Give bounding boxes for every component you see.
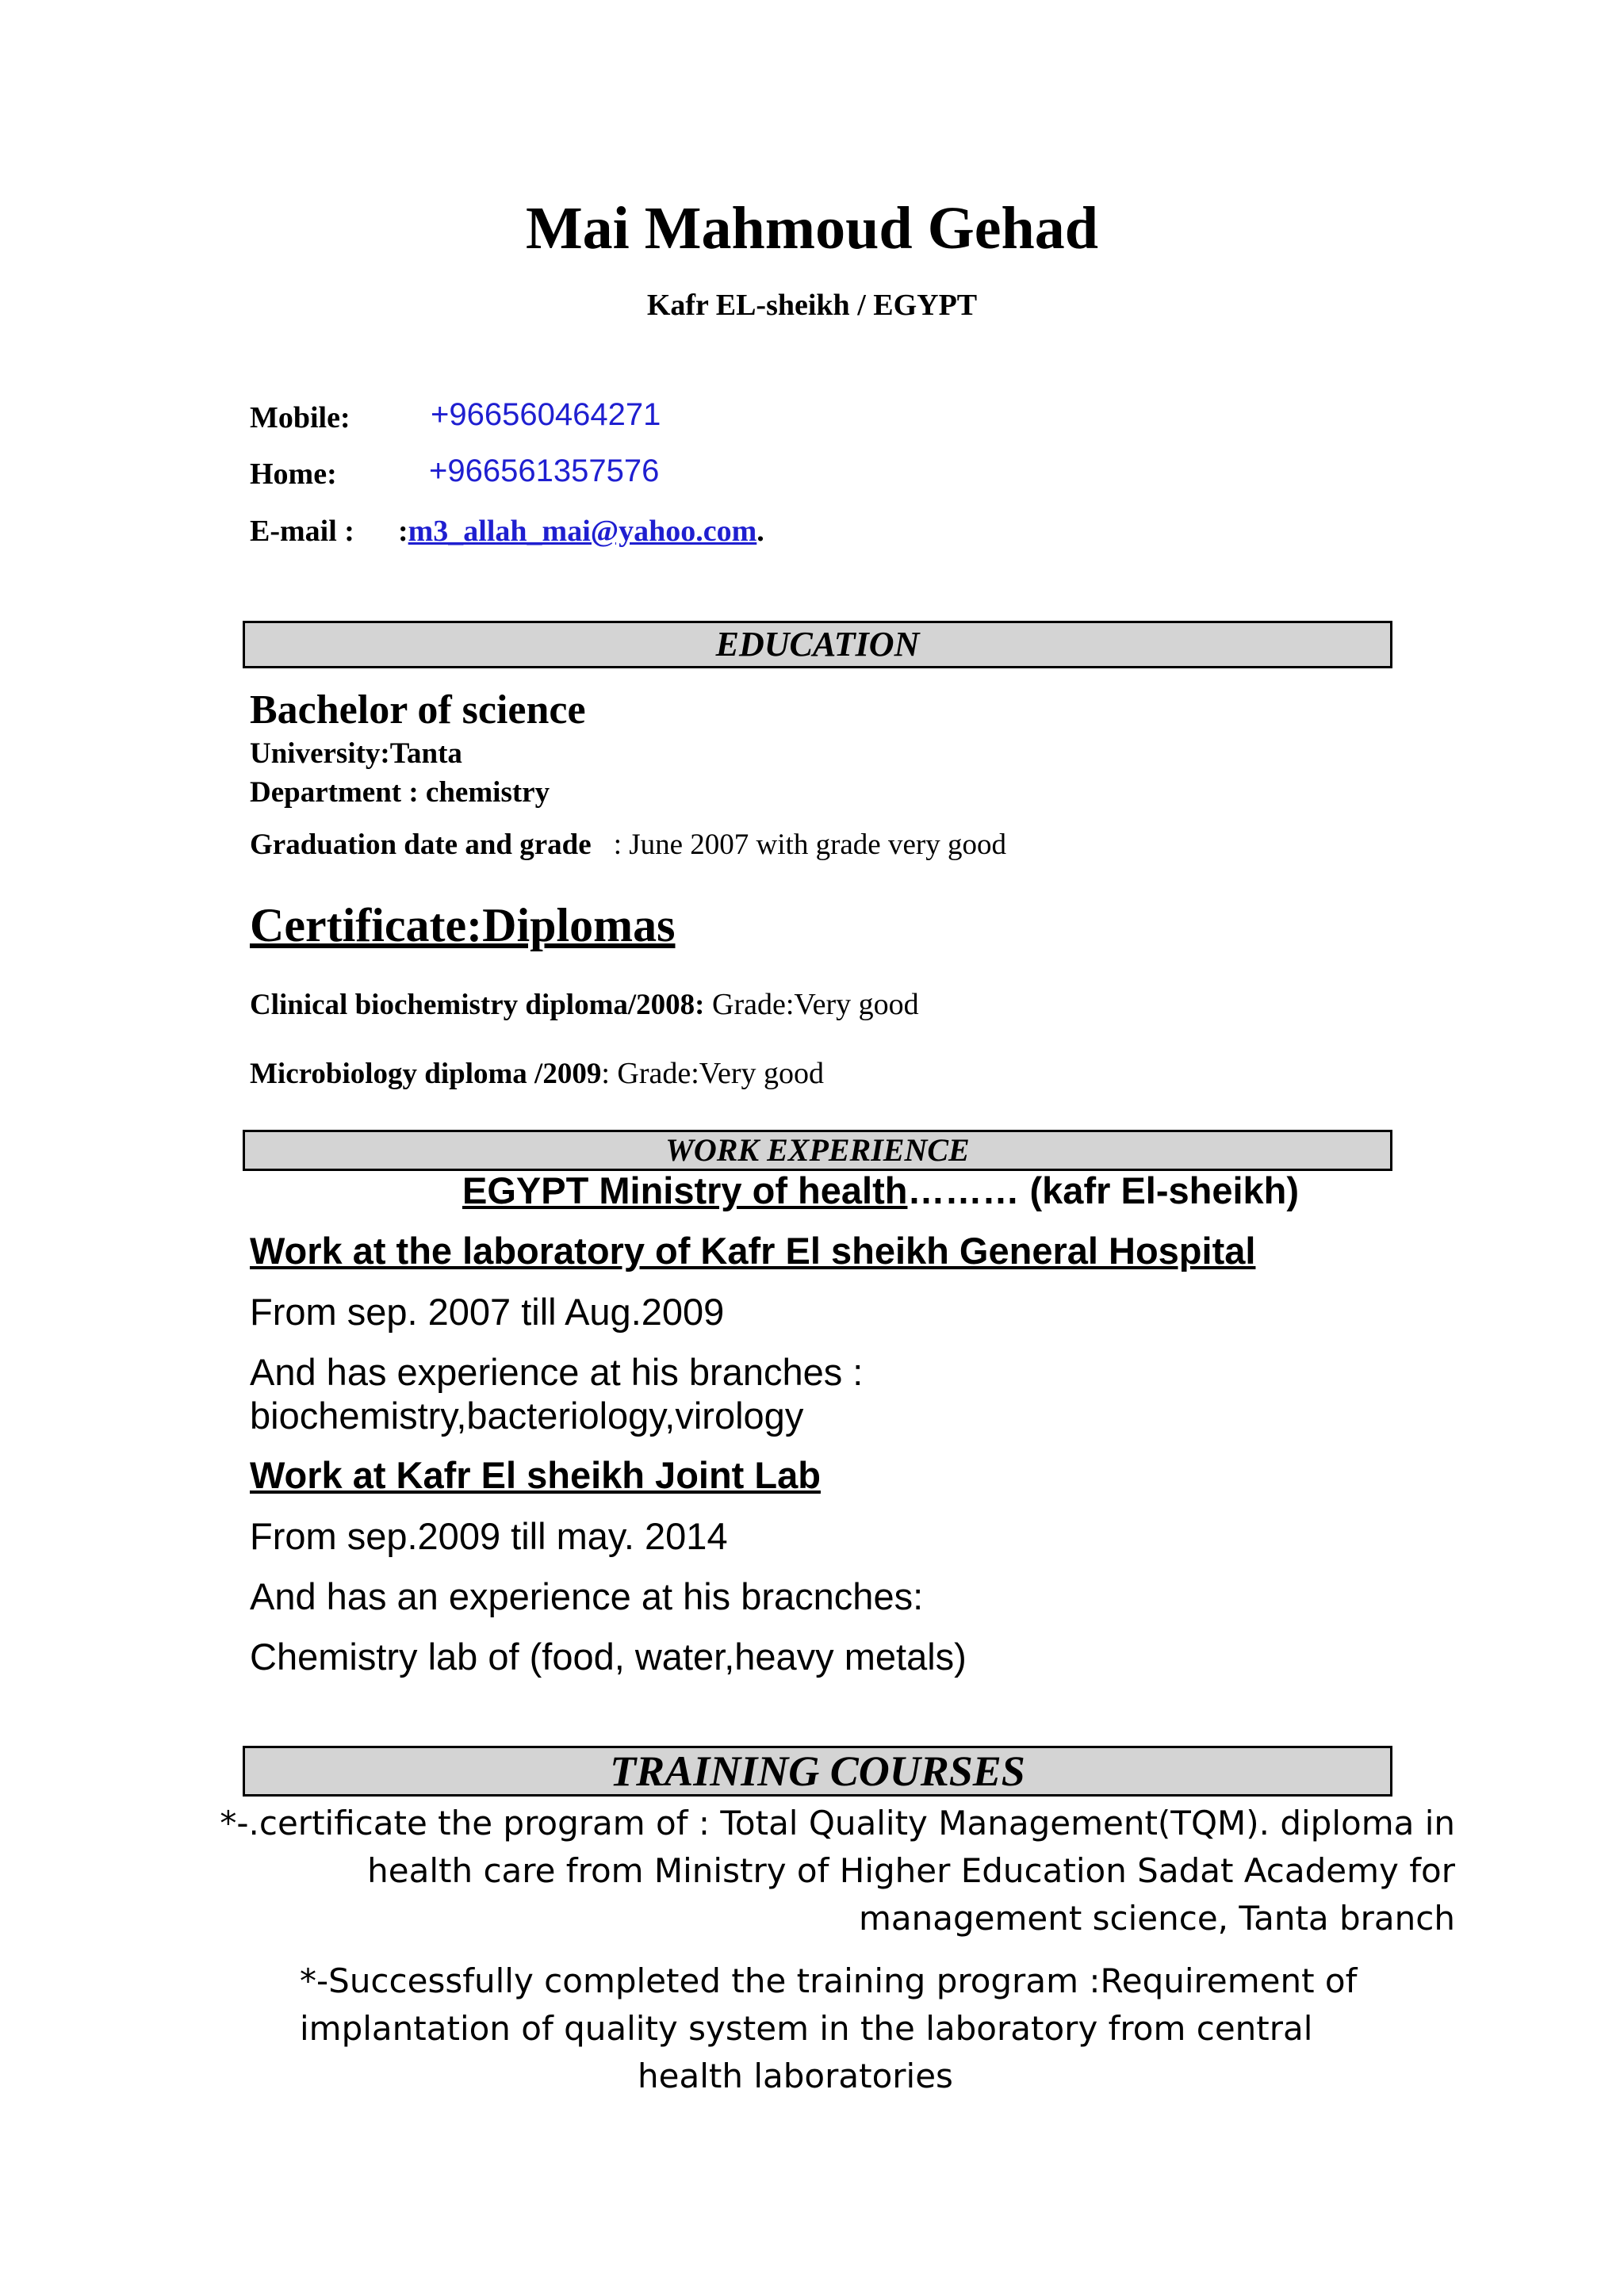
employer-location: ……… (kafr El-sheikh) — [907, 1169, 1300, 1211]
diploma-grade: : Grade:Very good — [601, 1057, 825, 1090]
graduation-value: : June 2007 with grade very good — [613, 828, 1006, 861]
university: University:Tanta — [250, 737, 462, 770]
course-line: management science, Tanta branch — [858, 1899, 1455, 1938]
work-section-title: WORK EXPERIENCE — [665, 1132, 970, 1168]
education-section-header — [243, 621, 1392, 668]
candidate-location: Kafr EL-sheikh / EGYPT — [646, 289, 978, 322]
course-line: health care from Ministry of Higher Education Sadat Academy for — [367, 1851, 1455, 1890]
email-label: E-mail : — [250, 515, 354, 548]
work-section-header — [243, 1130, 1392, 1171]
training-section-header — [243, 1746, 1392, 1797]
course-line: *-Successfully completed the training program :Requirement of — [300, 1961, 1358, 2000]
diploma-grade: Grade:Very good — [704, 988, 919, 1021]
home-number: +966561357576 — [429, 453, 660, 488]
candidate-name: Mai Mahmoud Gehad — [525, 195, 1099, 262]
email-suffix: . — [756, 515, 764, 548]
graduation-label: Graduation date and grade — [250, 828, 592, 861]
certificate-heading: Certificate:Diplomas — [250, 899, 676, 951]
mobile-number: +966560464271 — [431, 397, 661, 432]
job2-description: And has an experience at his bracnches: — [250, 1575, 924, 1617]
training-course-1 — [220, 1800, 1455, 1942]
job2-description: Chemistry lab of (food, water,heavy metals) — [250, 1636, 967, 1678]
email-line — [398, 514, 764, 549]
job1-title: Work at the laboratory of Kafr El sheikh General Hospital — [250, 1230, 1256, 1272]
education-section-title: EDUCATION — [715, 625, 920, 664]
employer-name: EGYPT Ministry of health — [462, 1169, 908, 1211]
mobile-label: Mobile: — [250, 401, 350, 434]
diploma-label: Clinical biochemistry diploma/2008: — [250, 989, 705, 1021]
training-section-title: TRAINING COURSES — [610, 1747, 1025, 1795]
job2-title: Work at Kafr El sheikh Joint Lab — [250, 1454, 821, 1496]
home-label: Home: — [250, 457, 337, 491]
email-prefix: : — [398, 515, 408, 548]
job1-description: And has experience at his branches : — [250, 1351, 864, 1393]
course-line: health laboratories — [638, 2057, 953, 2095]
job1-period: From sep. 2007 till Aug.2009 — [250, 1291, 725, 1333]
job1-description: biochemistry,bacteriology,virology — [250, 1395, 804, 1437]
job2-period: From sep.2009 till may. 2014 — [250, 1515, 728, 1557]
email-link[interactable]: m3_allah_mai@yahoo.com — [408, 515, 757, 548]
diploma-item — [250, 1056, 824, 1091]
course-line: *-.certificate the program of : Total Quality Management(TQM). diploma in — [220, 1804, 1455, 1843]
employer-line — [462, 1169, 1299, 1212]
diploma-label: Microbiology diploma /2009 — [250, 1058, 602, 1090]
degree-title: Bachelor of science — [250, 687, 586, 733]
training-course-2 — [300, 1957, 1358, 2100]
course-line: implantation of quality system in the laboratory from central — [300, 2009, 1313, 2048]
department: Department : chemistry — [250, 776, 550, 809]
diploma-item — [250, 987, 919, 1022]
graduation-line — [250, 828, 1006, 862]
